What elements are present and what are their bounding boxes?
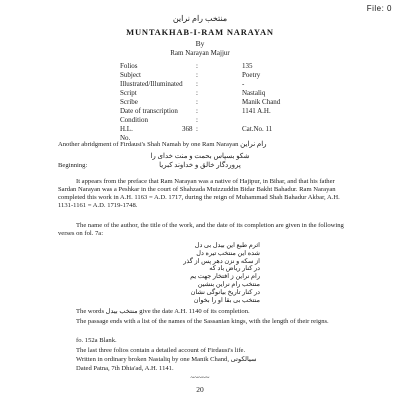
paragraph-preface xyxy=(58,178,348,210)
paragraph-text: Written in ordinary broken Nastaliq by one Manik Chand, سیالکوتی xyxy=(76,356,257,363)
verse-line: اثرم طبع این بیدل بی دل xyxy=(194,242,260,249)
abridgement-urdu: رام نراین xyxy=(240,140,267,148)
verse-line: منتخب رام نراین بنشین xyxy=(197,280,260,288)
paragraph-text: The name of the author, the title of the work, and the date of its completion are given in the following verses on fol. 7a: xyxy=(58,222,344,237)
meta-label: Folios xyxy=(120,62,138,70)
paragraph-text: The passage ends with a list of the names of the Sassanian kings, with the length of their reigns. xyxy=(76,318,329,325)
meta-colon: : xyxy=(196,80,198,88)
meta-value: 135 xyxy=(242,62,253,70)
meta-value: 1141 A.H. xyxy=(242,107,271,115)
meta-colon: : xyxy=(196,89,198,97)
paragraph-dated xyxy=(58,365,348,373)
meta-value: Poetry xyxy=(242,71,261,79)
paragraph-text: The last three folios contain a detailed account of Firdausi's life. xyxy=(76,347,246,354)
meta-value: Nastaliq xyxy=(242,89,266,97)
meta-colon: : xyxy=(196,116,198,124)
paragraph-text: The words منتخب بیدل give the date A.H. 1140 of its completion. xyxy=(76,308,250,315)
meta-colon: : xyxy=(196,107,198,115)
verses-block xyxy=(120,242,260,304)
meta-colon: : xyxy=(196,71,198,79)
verse-line: در کنار ریاض باد که xyxy=(209,265,260,273)
by-line: By xyxy=(195,39,205,48)
paragraph-life-account xyxy=(58,347,348,355)
verse-line: رام نراین ز افتخار جهت یم xyxy=(190,273,260,281)
meta-colon: : xyxy=(196,98,198,106)
catalogue-number: Cat.No. 11 xyxy=(242,125,273,133)
meta-label: Scribe xyxy=(120,98,138,106)
paragraph-text: Dated Patna, 7th Dhia'ad, A.H. 1141. xyxy=(76,365,174,372)
verse-line: از سکه و نزن دهر پس از گذر xyxy=(183,257,260,265)
meta-label: Script xyxy=(120,89,137,97)
abridgement-text: Another abridgment of Firdausi's Shah Namah by one Ram Narayan xyxy=(58,141,239,148)
urdu-title: منتخب رام نراین xyxy=(172,14,228,23)
paragraph-date xyxy=(58,308,348,316)
paragraph-text: It appears from the preface that Ram Narayan was a native of Hajipur, in Bihar, and that his father Sardan Narayan was a Peshkar in the court of Shahzada Muizzuddin Bidar Bakht Bahadur. Ram Narayan completed this work in A.H. 1163 = A.D. 1717, during the reign of Muhammad Shah Bahadur Akbar, A.H. 1131-1161 = A.D. 1719-1748. xyxy=(58,178,340,209)
page-number: 20 xyxy=(196,385,204,394)
reg-number: 368 xyxy=(182,125,193,133)
meta-label: Date of transcription xyxy=(120,107,178,115)
paragraph-verses-intro xyxy=(58,222,348,238)
reg-label: H.L. No. xyxy=(120,125,133,142)
author-name: Ram Narayan Majjur xyxy=(170,49,230,57)
meta-label: Condition xyxy=(120,116,149,124)
paragraph-scribe xyxy=(58,356,348,364)
opening-verse-2: پروردگار خالق و خداوند کبریا xyxy=(159,161,241,169)
opening-verse-1: شکو بسپاس بحمت و منت خدای را xyxy=(150,152,250,160)
paragraph-ending xyxy=(58,318,348,326)
abridgement-line xyxy=(58,140,348,149)
meta-colon: : xyxy=(196,62,198,70)
verse-line: در کنار تاریخ بیانوگی نشان xyxy=(190,288,260,296)
beginning-label: Beginning: xyxy=(58,162,88,169)
file-label: File: 0 xyxy=(366,4,392,13)
document-title: MUNTAKHAB-I-RAM NARAYAN xyxy=(126,27,274,37)
meta-label: Subject xyxy=(120,71,141,79)
verse-line: منتخب بی بقا او را بخوان xyxy=(193,296,260,304)
section-divider: ~~~~~ xyxy=(190,374,210,382)
meta-value: - xyxy=(242,80,245,88)
blank-folio-note: fo. 152a Blank. xyxy=(76,337,117,344)
meta-value: Manik Chand xyxy=(242,98,281,106)
meta-label: Illustrated/Illuminated xyxy=(120,80,183,88)
meta-colon: : xyxy=(196,125,198,133)
verse-line: شده این منتخب تیره دل xyxy=(196,249,260,257)
